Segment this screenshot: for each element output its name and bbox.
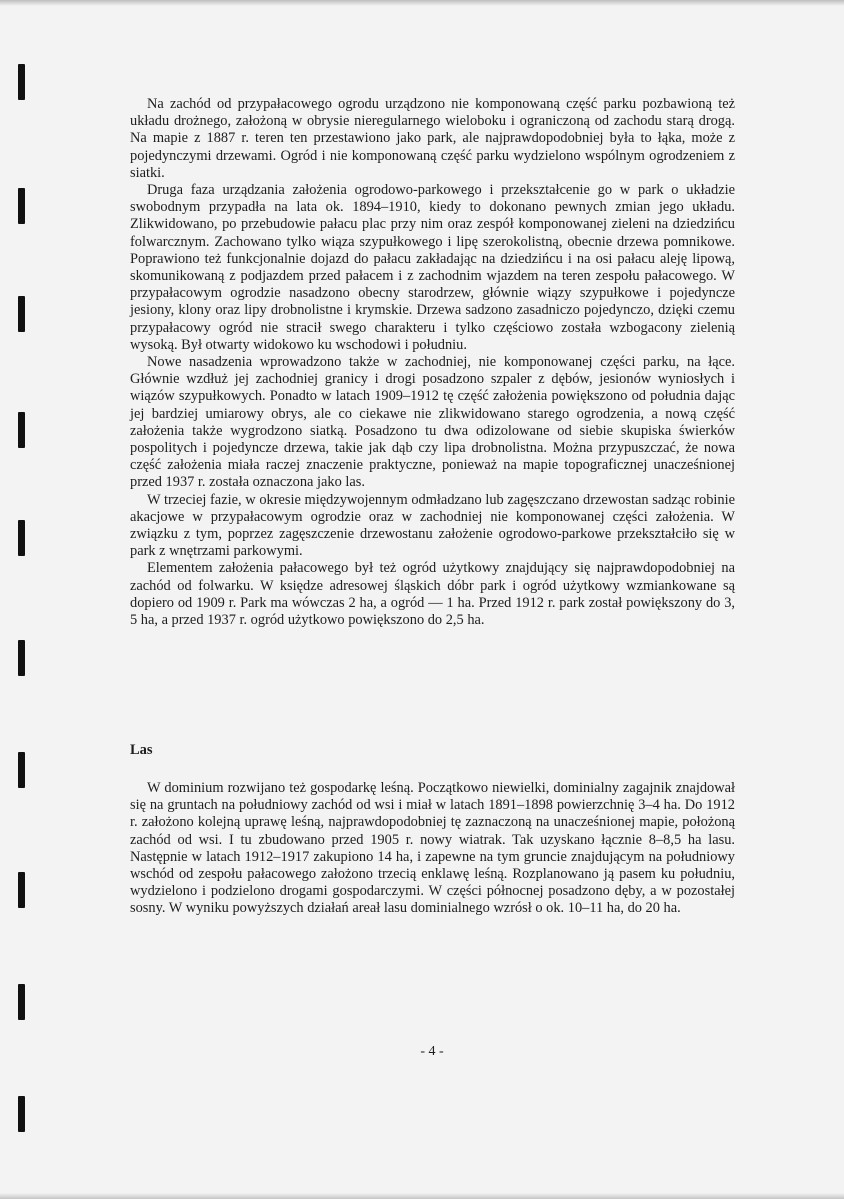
binder-hole-marks bbox=[0, 0, 40, 1199]
paragraph: Nowe nasadzenia wprowadzono także w zachodniej, nie komponowanej części parku, na łące. Głównie wzdłuż jej zachodniej granicy i drogi posadzono szpaler z dębów, jesionów wyniosłych i wiązów szypułkowych. Ponadto w latach 1909–1912 tę część założenia powiększono od południa dając jej bardziej umiarowy obrys, ale co ciekawe nie zlikwidowano starego ogrodzenia, a nową część założenia także wygrodzono siatką. Posadzono tu dwa odizolowane od siebie skupiska świerków pospolitych i pojedyncze drzewa, takie jak dąb czy lipa drobnolistna. Można przypuszczać, że nowa część założenia miała raczej znaczenie praktyczne, ponieważ na mapie topograficznej unacześnionej przed 1937 r. została oznaczona jako las. bbox=[130, 354, 735, 491]
section-body-text bbox=[130, 780, 735, 918]
binder-mark bbox=[18, 984, 25, 1020]
paragraph: Druga faza urządzania założenia ogrodowo-parkowego i przekształcenie go w park o układzie swobodnym przypadła na lata ok. 1894–1910, kiedy to dokonano pewnych zmian jego układu. Zlikwidowano, po przebudowie pałacu plac przy nim oraz zespół komponowanej zieleni na dziedzińcu folwarcznym. Zachowano tylko wiąza szypułkowego i lipę szerokolistną, obecnie drzewa pomnikowe. Poprawiono też funkcjonalnie dojazd do pałacu zakładając na dziedzińcu i na osi pałacu aleję lipową, skomunikowaną z podjazdem przed pałacem i z zachodnim wjazdem na teren zespołu pałacowego. W przypałacowym ogrodzie nasadzono obecny starodrzew, głównie wiązy szypułkowe i pojedyncze jesiony, klony oraz lipy drobnolistne i krymskie. Drzewa sadzono zasadniczo pojedynczo, dzięki czemu przypałacowy ogród nie stracił swego charakteru i tylko częściowo została wzbogacony zielenią wysoką. Był otwarty widokowo ku wschodowi i południu. bbox=[130, 182, 735, 353]
binder-mark bbox=[18, 520, 25, 556]
binder-mark bbox=[18, 64, 25, 100]
binder-mark bbox=[18, 872, 25, 908]
binder-mark bbox=[18, 296, 25, 332]
binder-mark bbox=[18, 752, 25, 788]
page-number: - 4 - bbox=[420, 1044, 444, 1059]
paragraph: W trzeciej fazie, w okresie międzywojennym odmładzano lub zagęszczano drzewostan sadząc robinie akacjowe w przypałacowym ogrodzie oraz w zachodniej nie komponowanej części założenia. W związku z tym, poprzez zagęszczenie drzewostanu założenie ogrodowo-parkowe przekształciło się w park z wnętrzami parkowymi. bbox=[130, 491, 735, 560]
paragraph: Na zachód od przypałacowego ogrodu urządzono nie komponowaną część parku pozbawioną też układu drożnego, założoną w obrysie nieregularnego wieloboku i ograniczoną od zachodu starą drogą. Na mapie z 1887 r. teren ten przestawiono jako park, ale najprawdopodobniej była to łąka, może z pojedynczymi drzewami. Ogród i nie komponowaną część parku wydzielono wspólnym ogrodzeniem z siatki. bbox=[130, 96, 735, 181]
paragraph: W dominium rozwijano też gospodarkę leśną. Początkowo niewielki, dominialny zagajnik znajdował się na gruntach na południowy zachód od wsi i miał w latach 1891–1898 powierzchnię 3–4 ha. Do 1912 r. założono kolejną uprawę leśną, najprawdopodobniej tę zaznaczoną na unacześnionej mapie, położoną zachód od wsi. I tu zbudowano przed 1905 r. nowy wiatrak. Tak uzyskano łącznie 8–8,5 ha lasu. Następnie w latach 1912–1917 zakupiono 14 ha, i zapewne na tym gruncie znajdującym na południowy wschód od zespołu pałacowego założono trzecią enklawę leśną. Rozplanowano ją pasem ku południu, wydzielono i podzielono drogami gospodarczymi. W części północnej posadzono dęby, a w pozostałej sosny. W wyniku powyższych działań areał lasu dominialnego wzrósł o ok. 10–11 ha, do 20 ha. bbox=[130, 780, 735, 917]
binder-mark bbox=[18, 412, 25, 448]
binder-mark bbox=[18, 188, 25, 224]
section-heading: Las bbox=[130, 742, 153, 758]
binder-mark bbox=[18, 1096, 25, 1132]
paragraph: Elementem założenia pałacowego był też ogród użytkowy znajdujący się najprawdopodobniej na zachód od folwarku. W księdze adresowej śląskich dóbr park i ogród użytkowy wzmiankowane są dopiero od 1909 r. Park ma wówczas 2 ha, a ogród — 1 ha. Przed 1912 r. park został powiększony do 3, 5 ha, a przed 1937 r. ogród użytkowo powiększono do 2,5 ha. bbox=[130, 560, 735, 629]
scan-edge-bottom bbox=[0, 1193, 844, 1199]
body-text bbox=[130, 96, 735, 629]
scan-edge-top bbox=[0, 0, 844, 6]
binder-mark bbox=[18, 640, 25, 676]
